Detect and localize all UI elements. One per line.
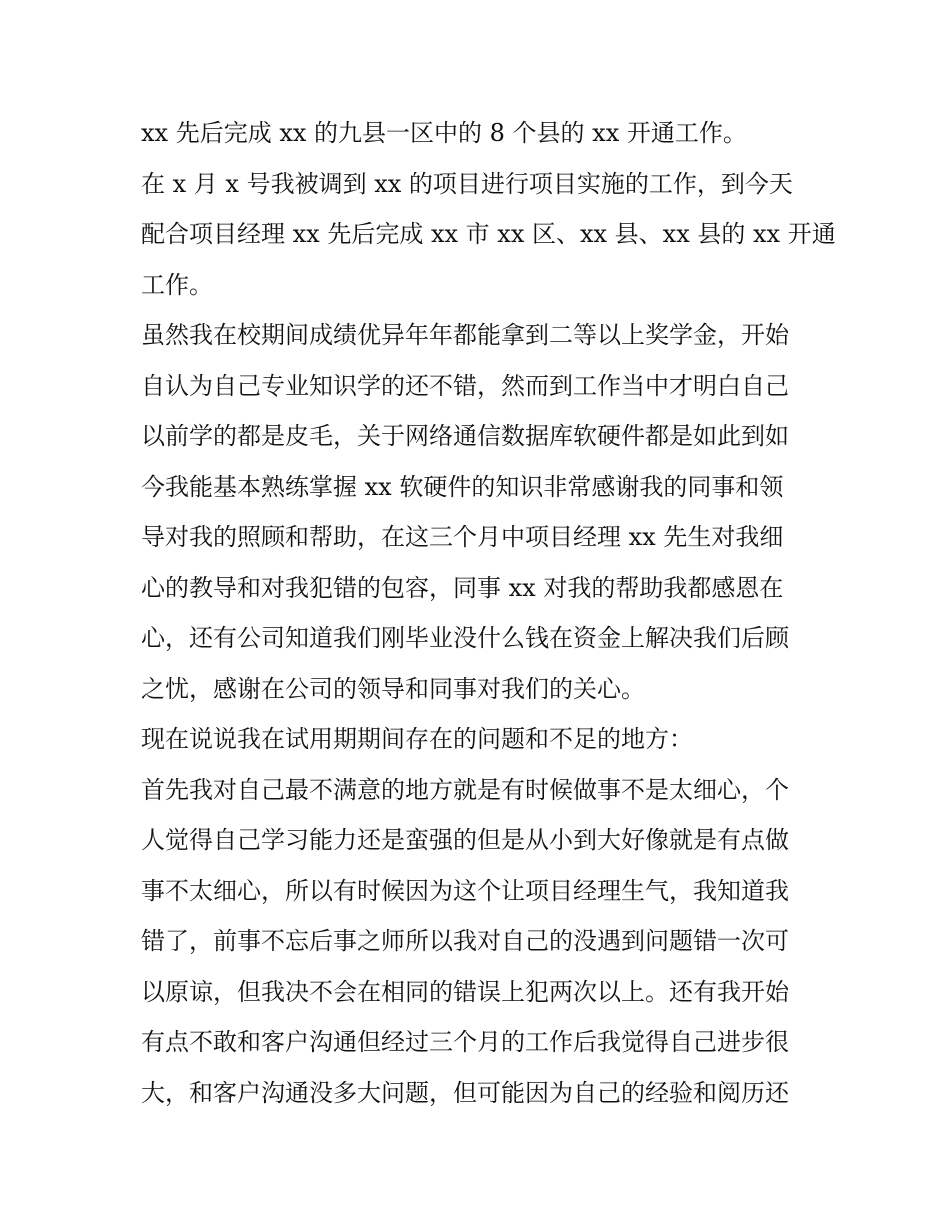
text-line: 导对我的照顾和帮助，在这三个月中项目经理 xx 先生对我细 — [141, 523, 784, 551]
text-line: 今我能基本熟练掌握 xx 软硬件的知识非常感谢我的同事和领 — [141, 472, 784, 501]
text-line: 配合项目经理 xx 先后完成 xx 市 xx 区、xx 县、xx 县的 xx 开通 — [141, 220, 836, 248]
body-text — [141, 108, 836, 1118]
text-line: 以前学的都是皮毛，关于网络通信数据库软硬件都是如此到如 — [141, 422, 789, 450]
text-line: 自认为自己专业知识学的还不错，然而到工作当中才明白自己 — [141, 371, 789, 400]
text-line: 在 x 月 x 号我被调到 xx 的项目进行项目实施的工作，到今天 — [141, 169, 793, 198]
text-line: 虽然我在校期间成绩优异年年都能拿到二等以上奖学金，开始 — [141, 321, 789, 349]
text-line: 工作。 — [141, 270, 213, 299]
text-line: 现在说说我在试用期期间存在的问题和不足的地方： — [141, 725, 693, 753]
text-line: 心，还有公司知道我们刚毕业没什么钱在资金上解决我们后顾 — [141, 624, 789, 652]
text-line: 人觉得自己学习能力还是蛮强的但是从小到大好像就是有点做 — [141, 826, 789, 854]
text-line: 有点不敢和客户沟通但经过三个月的工作后我觉得自己进步很 — [141, 1028, 789, 1056]
text-line: 以原谅，但我决不会在相同的错误上犯两次以上。还有我开始 — [141, 977, 789, 1006]
text-line: 事不太细心，所以有时候因为这个让项目经理生气，我知道我 — [141, 876, 789, 905]
text-line: 大，和客户沟通没多大问题，但可能因为自己的经验和阅历还 — [141, 1078, 789, 1107]
text-line: 之忧，感谢在公司的领导和同事对我们的关心。 — [141, 674, 645, 703]
text-line: xx 先后完成 xx 的九县一区中的 8 个县的 xx 开通工作。 — [141, 119, 747, 147]
text-line: 心的教导和对我犯错的包容，同事 xx 对我的帮助我都感恩在 — [141, 573, 784, 602]
text-line: 首先我对自己最不满意的地方就是有时候做事不是太细心，个 — [141, 775, 789, 804]
text-line: 错了，前事不忘后事之师所以我对自己的没遇到问题错一次可 — [141, 927, 789, 955]
